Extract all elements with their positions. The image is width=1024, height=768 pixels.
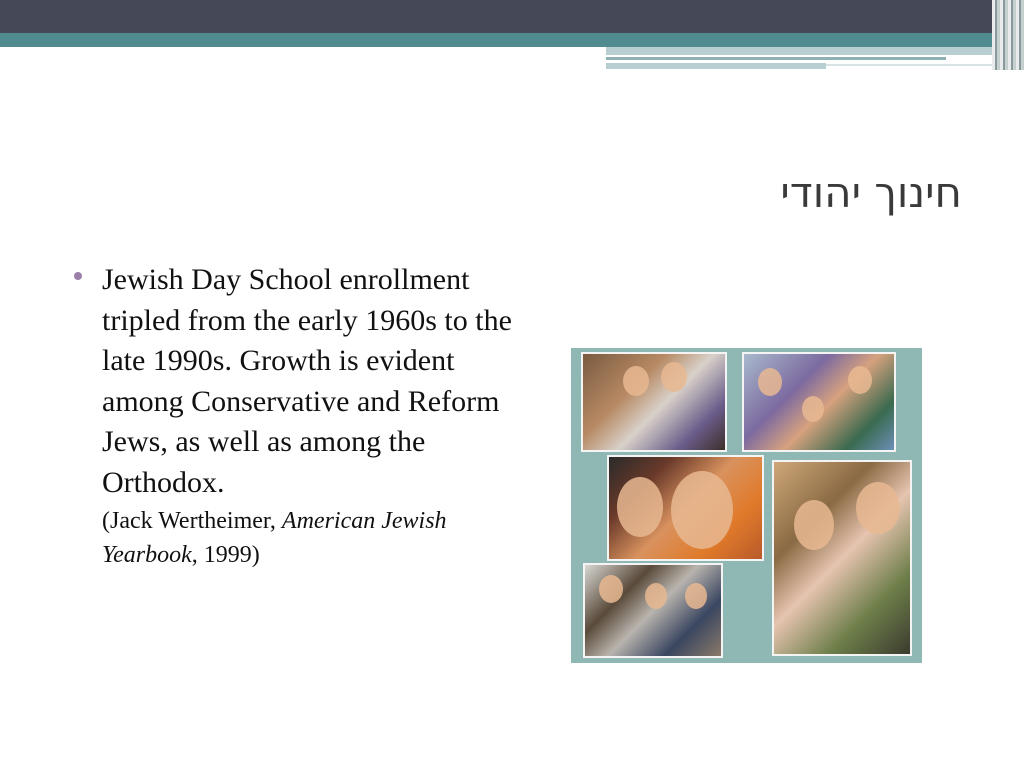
photo-students-group — [583, 563, 723, 658]
citation-source: American Jewish Yearbook — [102, 508, 447, 568]
photo-boys-kippot — [607, 455, 764, 561]
header-teal-bar — [0, 33, 1024, 47]
photo-children-flags — [581, 352, 727, 452]
bullet-text: Jewish Day School enrollment tripled from the early 1960s to the late 1990s. Growth is evident among Conservative and Reform Jews, as well as among the Orthodox. — [102, 263, 512, 499]
header-accent-line — [606, 63, 826, 69]
citation — [102, 504, 514, 572]
citation-close: , 1999) — [191, 542, 260, 568]
photo-collage — [571, 348, 922, 663]
header-dark-bar — [0, 0, 1024, 33]
photo-teacher-reading — [772, 460, 912, 656]
bullet-list — [74, 260, 514, 572]
citation-open: (Jack Wertheimer, — [102, 508, 282, 534]
header-accent-bar — [606, 47, 1024, 55]
header-accent-line — [606, 57, 946, 60]
bullet-icon — [74, 272, 82, 280]
header-stripes — [992, 0, 1024, 70]
slide-title: חינוך יהודי — [780, 168, 962, 217]
photo-classroom-computer — [742, 352, 896, 452]
